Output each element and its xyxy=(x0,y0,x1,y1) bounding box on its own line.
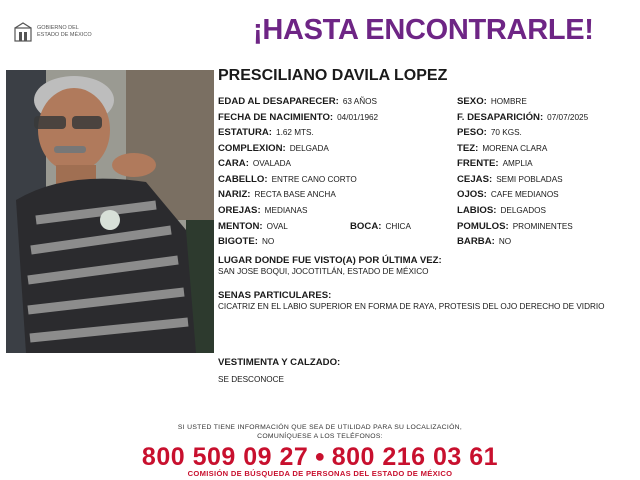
field-disappearance-date: F. DESAPARICIÓN: 07/07/2025 xyxy=(457,112,589,123)
field-weight: PESO: 70 KGS. xyxy=(457,127,522,138)
phone-2[interactable]: 800 216 03 61 xyxy=(331,443,499,471)
logo-line-2: ESTADO DE MÉXICO xyxy=(37,32,92,38)
bullet-separator: ● xyxy=(314,446,326,466)
phone-1[interactable]: 800 509 09 27 xyxy=(141,443,309,471)
last-seen-label: LUGAR DONDE FUE VISTO(A) POR ÚLTIMA VEZ: xyxy=(218,255,442,266)
state-emblem-icon xyxy=(12,22,34,44)
field-age: EDAD AL DESAPARECER: 63 AÑOS xyxy=(218,96,377,107)
field-ears: OREJAS: MEDIANAS xyxy=(218,205,308,216)
headline: ¡HASTA ENCONTRARLE! xyxy=(253,14,594,46)
field-chin: MENTON: OVAL xyxy=(218,221,288,232)
clothing-value: SE DESCONOCE xyxy=(218,375,284,384)
marks-value: CICATRIZ EN EL LABIO SUPERIOR EN FORMA DE RAYA, PROTESIS DEL OJO DERECHO DE VIDRIO xyxy=(218,302,605,311)
field-eyebrows: CEJAS: SEMI POBLADAS xyxy=(457,174,563,185)
field-cheekbones: POMULOS: PROMINENTES xyxy=(457,221,573,232)
clothing-label: VESTIMENTA Y CALZADO: xyxy=(218,357,341,368)
field-height: ESTATURA: 1.62 MTS. xyxy=(218,127,314,138)
field-complexion: TEZ: MORENA CLARA xyxy=(457,143,548,154)
government-logo xyxy=(12,20,122,50)
contact-note-line-1: SI USTED TIENE INFORMACIÓN QUE SEA DE UTILIDAD PARA SU LOCALIZACIÓN, xyxy=(177,424,463,431)
field-beard: BARBA: NO xyxy=(457,236,512,247)
field-eyes: OJOS: CAFE MEDIANOS xyxy=(457,189,559,200)
contact-note-line-2: COMUNÍQUESE A LOS TELÉFONOS: xyxy=(257,433,383,440)
field-hair: CABELLO: ENTRE CANO CORTO xyxy=(218,174,357,185)
last-seen-value: SAN JOSE BOQUI, JOCOTITLÁN, ESTADO DE MÉXICO xyxy=(218,267,429,276)
marks-label: SENAS PARTICULARES: xyxy=(218,290,332,301)
person-photo xyxy=(6,70,214,353)
field-build: COMPLEXION: DELGADA xyxy=(218,143,329,154)
field-nose: NARIZ: RECTA BASE ANCHA xyxy=(218,189,336,200)
logo-line-1: GOBIERNO DEL xyxy=(37,25,79,31)
field-birth-date: FECHA DE NACIMIENTO: 04/01/1962 xyxy=(218,112,379,123)
person-name: PRESCILIANO DAVILA LOPEZ xyxy=(218,67,448,84)
phone-numbers xyxy=(0,443,640,472)
field-face: CARA: OVALADA xyxy=(218,158,291,169)
field-lips: LABIOS: DELGADOS xyxy=(457,205,546,216)
field-sex: SEXO: HOMBRE xyxy=(457,96,527,107)
field-mustache: BIGOTE: NO xyxy=(218,236,275,247)
field-forehead: FRENTE: AMPLIA xyxy=(457,158,533,169)
commission-name: COMISIÓN DE BÚSQUEDA DE PERSONAS DEL ESTADO DE MÉXICO xyxy=(187,469,453,478)
field-mouth: BOCA: CHICA xyxy=(350,221,411,232)
